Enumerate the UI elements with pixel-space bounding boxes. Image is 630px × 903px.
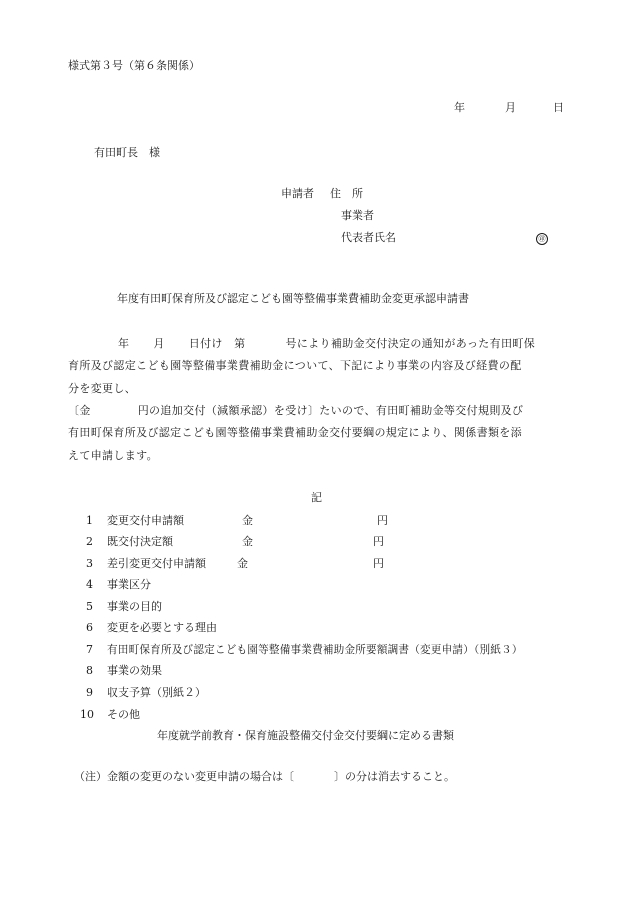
item-number: 1 <box>86 514 93 527</box>
item-number: 8 <box>86 664 93 677</box>
body-line-3: 分を変更し、 <box>68 382 137 395</box>
record-heading: 記 <box>311 491 322 504</box>
item-label: 変更交付申請額 <box>107 514 184 527</box>
body-line-5: 有田町保育所及び認定こども園等整備事業費補助金交付要綱の規定により、関係書類を添 <box>68 426 522 439</box>
item-label: 差引変更交付申請額 <box>107 557 206 570</box>
item-yen: 円 <box>377 514 388 527</box>
item-number: 9 <box>86 686 93 699</box>
item-number: 6 <box>86 621 93 634</box>
item-number: 7 <box>86 643 93 656</box>
item-label: 有田町保育所及び認定こども園等整備事業費補助金所要額調書（変更申請）（別紙３） <box>107 644 523 656</box>
body-line-4-rest: 円の追加交付（減額承認）を受け〕たいので、有田町補助金等交付規則及び <box>137 404 524 417</box>
item-number: 10 <box>80 708 94 721</box>
seal-mark: ㊞ <box>536 233 548 245</box>
body-line-2: 育所及び認定こども園等整備事業費補助金について、下記により事業の内容及び経費の配 <box>68 359 522 372</box>
item-yen: 円 <box>373 557 384 570</box>
item-number: 4 <box>86 578 93 591</box>
item-kin: 金 <box>242 514 253 527</box>
date-day: 日 <box>553 101 564 114</box>
document-title: 年度有田町保育所及び認定こども園等整備事業費補助金変更承認申請書 <box>117 292 469 305</box>
date-month: 月 <box>505 101 516 114</box>
item-label: 変更を必要とする理由 <box>107 621 217 634</box>
body-line-1-rest: 号により補助金交付決定の通知があった有田町保 <box>285 337 536 350</box>
body-line-4 <box>68 404 523 418</box>
note-prefix: （注）金額の変更のない変更申請の場合は〔 <box>74 770 294 783</box>
applicant-label: 申請者 <box>281 187 314 200</box>
item-label: 事業の効果 <box>107 664 162 677</box>
other-detail: 年度就学前教育・保育施設整備交付金交付要綱に定める書類 <box>157 729 454 742</box>
body-year: 年 <box>118 337 130 350</box>
body-line-1 <box>68 337 563 351</box>
note <box>74 770 455 784</box>
item-kin: 金 <box>237 557 248 570</box>
addressee: 有田町長 様 <box>94 146 160 159</box>
applicant-business-label: 事業者 <box>341 209 374 222</box>
item-kin: 金 <box>242 535 253 548</box>
body-day: 日付け 第 <box>188 337 246 350</box>
applicant-address-label: 住 所 <box>330 187 363 200</box>
body-line-4-prefix: 〔金 <box>68 404 91 417</box>
body-month: 月 <box>153 337 165 350</box>
item-label: 収支予算（別紙２） <box>107 686 206 699</box>
item-label: 既交付決定額 <box>107 535 173 548</box>
form-number: 様式第３号（第６条関係） <box>68 59 200 72</box>
item-number: 3 <box>86 557 93 570</box>
item-label: 事業区分 <box>107 578 151 591</box>
body-line-6: えて申請します。 <box>68 449 158 462</box>
item-number: 5 <box>86 600 93 613</box>
item-label: 事業の目的 <box>107 600 162 613</box>
note-suffix: 〕の分は消去すること。 <box>334 770 455 783</box>
item-number: 2 <box>86 535 93 548</box>
date-year: 年 <box>454 101 465 114</box>
item-yen: 円 <box>373 535 384 548</box>
item-label: その他 <box>107 708 140 721</box>
applicant-representative-label: 代表者氏名 <box>341 231 396 244</box>
